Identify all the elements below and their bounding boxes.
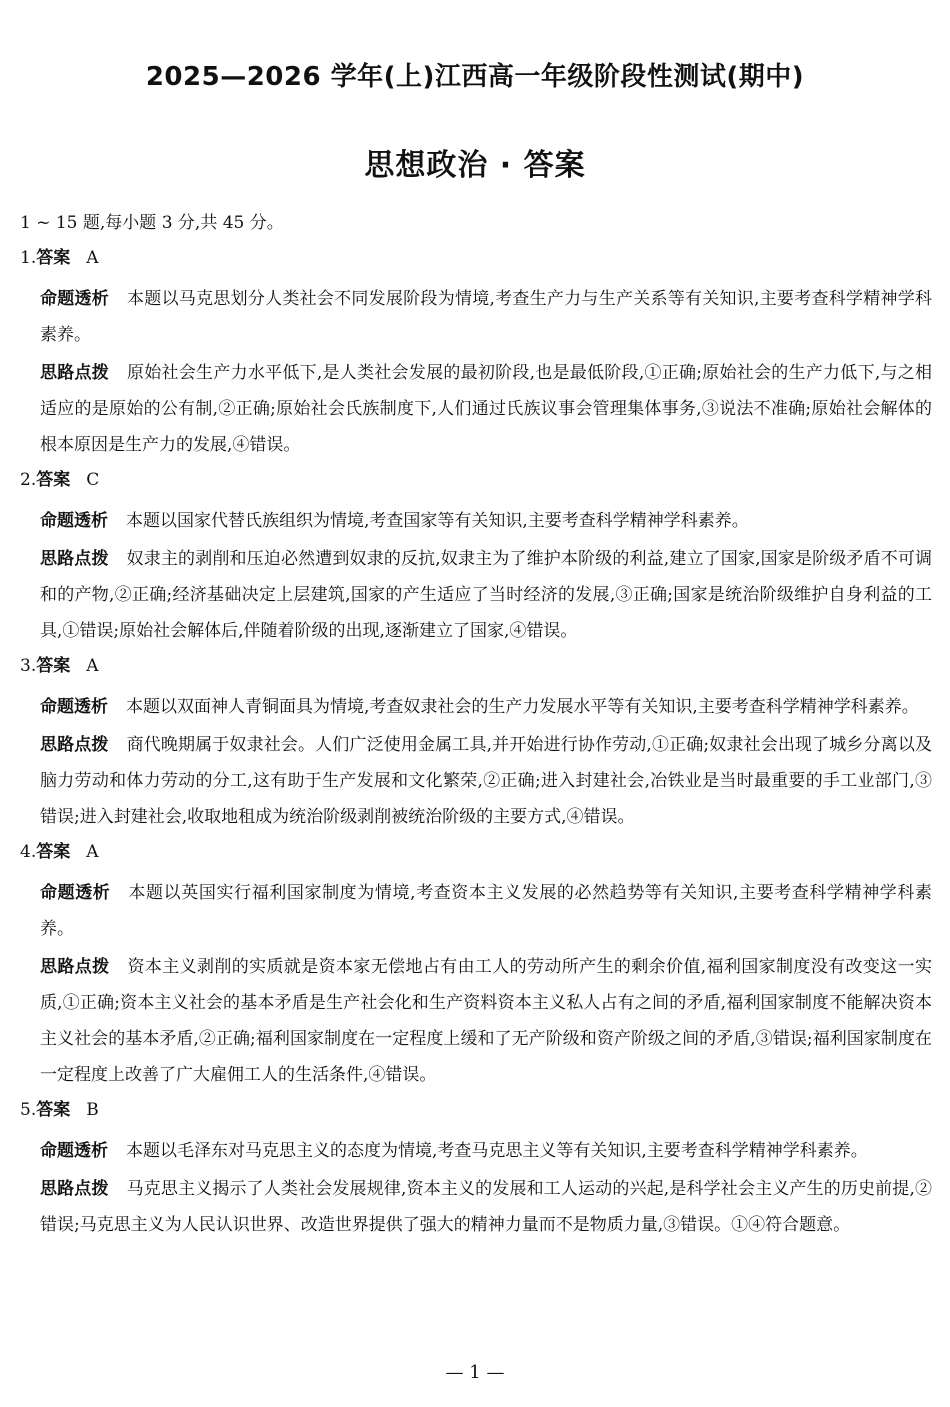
- analysis-label: 命题透析: [40, 697, 108, 717]
- hint-label: 思路点拨: [40, 957, 110, 977]
- question-3: [20, 655, 932, 835]
- analysis-label: 命题透析: [40, 289, 110, 309]
- hint-text: 资本主义剥削的实质就是资本家无偿地占有由工人的劳动所产生的剩余价值,福利国家制度没有改变这一实质,①正确;资本主义社会的基本矛盾是生产社会化和生产资料资本主义私人占有之间的矛盾,福利国家制度不能解决资本主义社会的基本矛盾,②正确;福利国家制度在一定程度上缓和了无产阶级和资产阶级之间的矛盾,③错误;福利国家制度在一定程度上改善了广大雇佣工人的生活条件,④错误。: [40, 957, 933, 1085]
- hint-paragraph: [20, 1171, 932, 1243]
- page-number: — 1 —: [445, 1362, 505, 1383]
- question-number: 2.: [20, 470, 37, 490]
- exam-title: 2025—2026 学年(上)江西高一年级阶段性测试(期中): [145, 62, 805, 92]
- question-header: [20, 655, 932, 677]
- answer-label: 答案: [36, 248, 71, 268]
- analysis-label: 命题透析: [40, 1141, 108, 1161]
- analysis-label: 命题透析: [40, 511, 108, 531]
- hint-label: 思路点拨: [40, 549, 109, 569]
- hint-text: 原始社会生产力水平低下,是人类社会发展的最初阶段,也是最低阶段,①正确;原始社会的生产力低下,与之相适应的是原始的公有制,②正确;原始社会氏族制度下,人们通过氏族议事会管理集体事务,③说法不准确;原始社会解体的根本原因是生产力的发展,④错误。: [40, 363, 932, 455]
- analysis-paragraph: [20, 689, 932, 725]
- analysis-paragraph: [20, 1133, 932, 1169]
- analysis-text: 本题以双面神人青铜面具为情境,考查奴隶社会的生产力发展水平等有关知识,主要考查科学精神学科素养。: [126, 697, 919, 717]
- answer-value: C: [86, 470, 100, 490]
- section-intro: 1 ~ 15 题,每小题 3 分,共 45 分。: [20, 213, 284, 233]
- question-number: 4.: [20, 842, 37, 862]
- analysis-label: 命题透析: [40, 883, 111, 903]
- answer-value: A: [86, 248, 99, 268]
- question-2: [20, 469, 932, 649]
- analysis-text: 本题以国家代替氏族组织为情境,考查国家等有关知识,主要考查科学精神学科素养。: [126, 511, 749, 531]
- hint-paragraph: [20, 727, 932, 835]
- question-header: [20, 247, 932, 269]
- answer-label: 答案: [36, 656, 71, 676]
- question-1: [20, 247, 932, 463]
- answer-value: B: [86, 1100, 99, 1120]
- hint-label: 思路点拨: [40, 1179, 109, 1199]
- analysis-paragraph: [20, 503, 932, 539]
- analysis-paragraph: [20, 875, 932, 947]
- hint-text: 马克思主义揭示了人类社会发展规律,资本主义的发展和工人运动的兴起,是科学社会主义产生的历史前提,②错误;马克思主义为人民认识世界、改造世界提供了强大的精神力量而不是物质力量,③错误。①④符合题意。: [40, 1179, 933, 1235]
- question-4: [20, 841, 932, 1093]
- hint-text: 商代晚期属于奴隶社会。人们广泛使用金属工具,并开始进行协作劳动,①正确;奴隶社会出现了城乡分离以及脑力劳动和体力劳动的分工,这有助于生产发展和文化繁荣,②正确;进入封建社会,冶铁业是当时最重要的手工业部门,③错误;进入封建社会,收取地租成为统治阶级剥削被统治阶级的主要方式,④错误。: [40, 735, 932, 827]
- question-number: 3.: [20, 656, 37, 676]
- answer-label: 答案: [36, 842, 71, 862]
- answer-value: A: [86, 656, 99, 676]
- question-header: [20, 1099, 932, 1121]
- answer-label: 答案: [36, 470, 71, 490]
- question-number: 5.: [20, 1100, 37, 1120]
- analysis-text: 本题以马克思划分人类社会不同发展阶段为情境,考查生产力与生产关系等有关知识,主要考查科学精神学科素养。: [40, 289, 933, 345]
- answer-value: A: [86, 842, 99, 862]
- hint-paragraph: [20, 541, 932, 649]
- hint-label: 思路点拨: [40, 363, 110, 383]
- analysis-text: 本题以英国实行福利国家制度为情境,考查资本主义发展的必然趋势等有关知识,主要考查科学精神学科素养。: [40, 883, 932, 939]
- question-header: [20, 841, 932, 863]
- question-5: [20, 1099, 932, 1243]
- hint-label: 思路点拨: [40, 735, 109, 755]
- question-header: [20, 469, 932, 491]
- answer-content: [20, 212, 932, 1245]
- hint-paragraph: [20, 355, 932, 463]
- answer-label: 答案: [36, 1100, 71, 1120]
- analysis-text: 本题以毛泽东对马克思主义的态度为情境,考查马克思主义等有关知识,主要考查科学精神学科素养。: [126, 1141, 868, 1161]
- hint-paragraph: [20, 949, 932, 1093]
- subject-title: 思想政治 · 答案: [364, 148, 586, 183]
- hint-text: 奴隶主的剥削和压迫必然遭到奴隶的反抗,奴隶主为了维护本阶级的利益,建立了国家,国家是阶级矛盾不可调和的产物,②正确;经济基础决定上层建筑,国家的产生适应了当时经济的发展,③正确;国家是统治阶级维护自身利益的工具,①错误;原始社会解体后,伴随着阶级的出现,逐渐建立了国家,④错误。: [40, 549, 933, 641]
- analysis-paragraph: [20, 281, 932, 353]
- question-number: 1.: [20, 248, 37, 268]
